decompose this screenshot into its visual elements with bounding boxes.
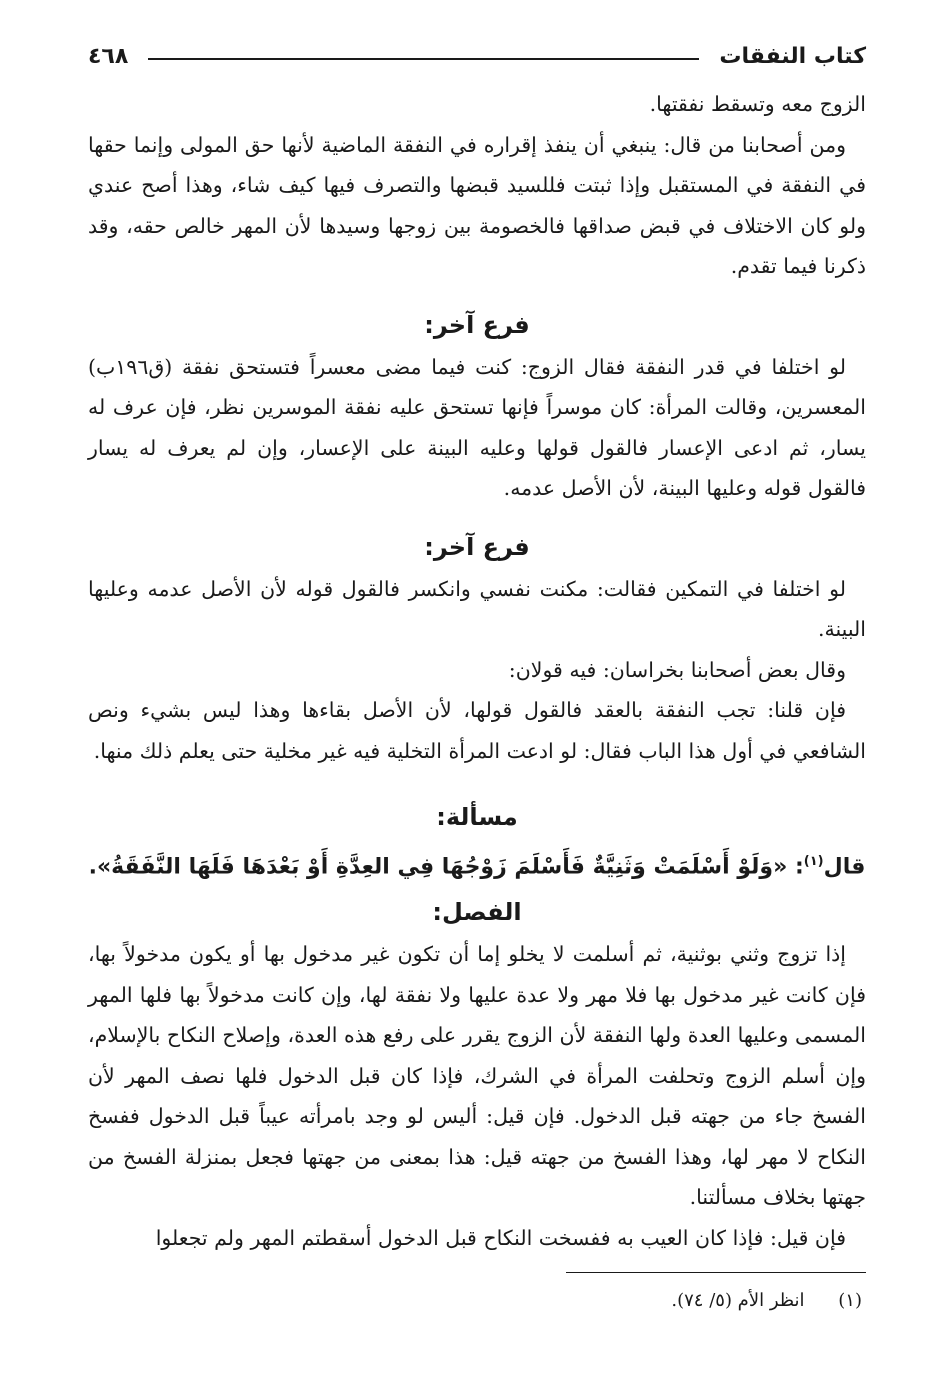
paragraph: ومن أصحابنا من قال: ينبغي أن ينفذ إقراره في النفقة الماضية لأنها حق المولى وإنما حقها في النفقة في المستقبل وإذا ثبتت فللسيد قبضها والتصرف فيها كيف شاء، وهذا أصح عندي ولو كان الاختلاف في قبض صداقها فالخصومة بين زوجها وسيدها لأن المهر خالص حقه، وقد ذكرنا فيما تقدم. bbox=[88, 132, 866, 278]
book-page bbox=[88, 36, 866, 1258]
footnote bbox=[88, 1283, 866, 1319]
header-rule bbox=[148, 58, 699, 60]
footnote-ref: (١) bbox=[803, 854, 824, 869]
paragraph: الزوج معه وتسقط نفقتها. bbox=[649, 92, 866, 116]
section-heading: فرع آخر: bbox=[424, 532, 530, 561]
running-title: كتاب النفقات bbox=[719, 43, 866, 69]
footnotes bbox=[88, 1272, 866, 1319]
quote-prefix: قال bbox=[823, 854, 866, 880]
paragraph: إذا تزوج وثني بوثنية، ثم أسلمت لا يخلو إما أن تكون غير مدخول بها أو يكون مدخولاً بها، فإن كانت غير مدخول بها فلا مهر ولا عدة عليها ولا نفقة لها، وإن كانت مدخولاً بها فلها المهر المسمى وعليها العدة ولها النفقة لأن الزوج يقرر على رفع هذه العدة، وإصلاح النكاح بالإسلام، وإن أسلم الزوج وتحلفت المرأة في الشرك، فإذا كان قبل الدخول فلها نصف المهر لأن الفسخ جاء من جهته قبل الدخول. فإن قيل: أليس لو وجد بامرأته عيباً قبل الدخول ففسخ النكاح لا مهر لها، وهذا الفسخ من جهته قيل: هذا بمعنى من جهتها فجعل بمنزلة الفسخ من جهتها بخلاف مسألتنا. bbox=[88, 942, 866, 1210]
paragraph: فإن قلنا: تجب النفقة بالعقد فالقول قولها، لأن الأصل بقاءها وهذا ليس بشيء ونص الشافعي في أول هذا الباب فقال: لو ادعت المرأة التخلية فيه غير مخلية حتى يعلم ذلك منها. bbox=[88, 698, 866, 763]
paragraph: وقال بعض أصحابنا بخراسان: فيه قولان: bbox=[508, 657, 846, 682]
footnote-rule bbox=[566, 1272, 866, 1273]
paragraph: فإن قيل: فإذا كان العيب به ففسخت النكاح قبل الدخول أسقطتم المهر ولم تجعلوا bbox=[155, 1225, 846, 1250]
footnote-number: (١) bbox=[838, 1290, 862, 1311]
masala-heading: مسألة: bbox=[436, 803, 518, 831]
page-body bbox=[88, 84, 866, 1258]
paragraph: لو اختلفا في التمكين فقالت: مكنت نفسي وانكسر فالقول قوله لأن الأصل عدمه وعليها البينة. bbox=[88, 576, 866, 641]
footnote-text: انظر الأم (٥/ ٧٤). bbox=[671, 1290, 805, 1311]
page-number: ٤٦٨ bbox=[88, 43, 129, 69]
paragraph: لو اختلفا في قدر النفقة فقال الزوج: كنت فيما مضى معسراً فتستحق نفقة (ق١٩٦ب) المعسرين، وقالت المرأة: كان موسراً فإنها تستحق عليه نفقة الموسرين نظر، فإن عرف له يسار، ثم ادعى الإعسار فالقول قولها وعليه البينة على الإعسار، وإن لم يعرف له يسار فالقول قوله وعليها البينة، لأن الأصل عدمه. bbox=[88, 354, 866, 500]
quoted-text bbox=[88, 839, 866, 890]
section-heading: فرع آخر: bbox=[424, 310, 530, 339]
running-header bbox=[88, 36, 866, 76]
fasl-heading: الفصل: bbox=[432, 898, 522, 927]
quote-body: : «وَلَوْ أَسْلَمَتْ وَثَنِيَّةٌ فَأَسْلَمَ زَوْجُهَا فِي العِدَّةِ أَوْ بَعْدَهَا فَلَهَا النَّفَقَةُ». bbox=[88, 854, 804, 880]
